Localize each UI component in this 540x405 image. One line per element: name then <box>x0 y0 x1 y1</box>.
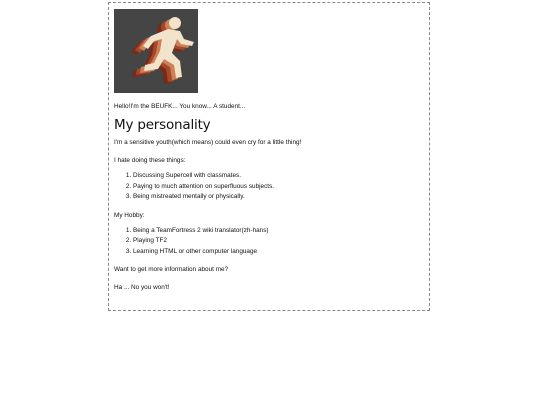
hobby-intro-text: My Hobby: <box>114 211 145 219</box>
hobby-list <box>114 226 424 258</box>
running-man-icon <box>114 9 198 93</box>
question-text: Want to get more information about me? <box>114 266 229 273</box>
list-item: 2. Paying to much attention on superfluous subjects. <box>133 182 424 193</box>
profile-content <box>114 103 424 292</box>
answer-text: Ha ... No you won't! <box>114 284 170 291</box>
list-item: 3. Learning HTML or other computer language <box>133 247 424 258</box>
avatar <box>114 9 198 93</box>
hate-list <box>114 171 424 203</box>
hate-intro-text: I hate doing these things: <box>114 157 186 164</box>
list-item: 1. Discussing Supercell with classmates. <box>133 171 424 182</box>
greeting-text: Hello!I'm the BEUFK... You know... A student... <box>114 103 246 110</box>
list-item: 1. Being a TeamFortress 2 wiki translator(zh-hans) <box>133 226 424 237</box>
page-title: My personality <box>114 117 211 133</box>
list-item: 3. Being mistreated mentally or physically. <box>133 192 424 203</box>
profile-page <box>108 2 430 311</box>
sensitive-text: I'm a sensitive youth(which means) could even cry for a little thing! <box>114 139 302 146</box>
list-item: 2. Playing TF2 <box>133 236 424 247</box>
